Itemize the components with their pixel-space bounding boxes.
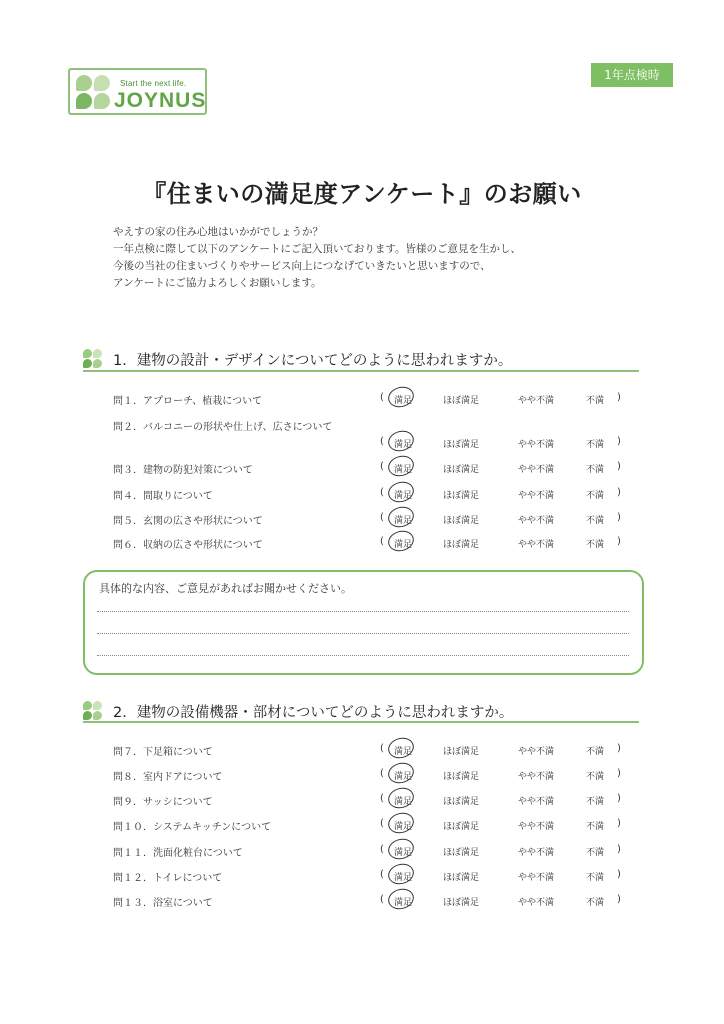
answer-circle-mark xyxy=(386,810,416,836)
question-label: 問８．室内ドアについて xyxy=(113,772,223,783)
answer-option[interactable]: 満足 xyxy=(394,540,413,550)
answer-option[interactable]: 満足 xyxy=(394,772,413,782)
answer-option[interactable]: ほぼ満足 xyxy=(443,772,480,782)
question-label: 問２．バルコニーの形状や仕上げ、広さについて xyxy=(113,422,333,433)
paren-open: ( xyxy=(380,487,384,498)
answer-option[interactable]: やや不満 xyxy=(518,822,555,832)
intro-line: 今後の当社の住まいづくりやサービス向上につなげていきたいと思いますので、 xyxy=(113,260,491,272)
answer-option[interactable]: 不満 xyxy=(586,873,605,883)
paren-open: ( xyxy=(380,743,384,754)
answer-option[interactable]: やや不満 xyxy=(518,747,555,757)
question-label: 問５．玄関の広さや形状について xyxy=(113,516,263,527)
section2-divider xyxy=(83,721,639,723)
paren-close: ) xyxy=(617,436,621,447)
answer-option[interactable]: ほぼ満足 xyxy=(443,822,480,832)
comment-line xyxy=(97,655,629,656)
intro-line: アンケートにご協力よろしくお願いします。 xyxy=(113,277,322,289)
paren-close: ) xyxy=(617,793,621,804)
answer-option[interactable]: 満足 xyxy=(394,440,413,450)
answer-circle-mark xyxy=(386,479,416,505)
answer-option[interactable]: 不満 xyxy=(586,540,605,550)
answer-option[interactable]: ほぼ満足 xyxy=(443,873,480,883)
answer-option[interactable]: 不満 xyxy=(586,747,605,757)
answer-option[interactable]: 満足 xyxy=(394,396,413,406)
answer-option[interactable]: 不満 xyxy=(586,516,605,526)
answer-option[interactable]: 不満 xyxy=(586,440,605,450)
answer-option[interactable]: やや不満 xyxy=(518,797,555,807)
paren-close: ) xyxy=(617,487,621,498)
inspection-badge: 1年点検時 xyxy=(591,63,673,87)
answer-option[interactable]: ほぼ満足 xyxy=(443,848,480,858)
paren-open: ( xyxy=(380,844,384,855)
answer-option[interactable]: 不満 xyxy=(586,772,605,782)
question-label: 問３．建物の防犯対策について xyxy=(113,465,253,476)
answer-circle-mark xyxy=(386,504,416,530)
section2-title: 2．建物の設備機器・部材についてどのように思われますか。 xyxy=(113,705,514,721)
question-label: 問１３．浴室について xyxy=(113,898,213,909)
answer-option[interactable]: 満足 xyxy=(394,873,413,883)
paren-open: ( xyxy=(380,793,384,804)
intro-line: やえすの家の住み心地はいかがでしょうか？ xyxy=(113,226,323,238)
answer-option[interactable]: ほぼ満足 xyxy=(443,465,480,475)
paren-open: ( xyxy=(380,461,384,472)
answer-option[interactable]: 不満 xyxy=(586,491,605,501)
answer-option[interactable]: やや不満 xyxy=(518,772,555,782)
answer-option[interactable]: 不満 xyxy=(586,848,605,858)
answer-option[interactable]: 満足 xyxy=(394,797,413,807)
answer-option[interactable]: やや不満 xyxy=(518,516,555,526)
answer-circle-mark xyxy=(386,760,416,786)
answer-circle-mark xyxy=(386,785,416,811)
question-label: 問１．アプローチ、植栽について xyxy=(113,396,263,407)
answer-option[interactable]: 満足 xyxy=(394,465,413,475)
intro-text xyxy=(113,224,521,292)
answer-circle-mark xyxy=(386,886,416,912)
answer-option[interactable]: ほぼ満足 xyxy=(443,747,480,757)
paren-open: ( xyxy=(380,512,384,523)
answer-circle-mark xyxy=(386,528,416,554)
answer-option[interactable]: 満足 xyxy=(394,848,413,858)
section1-title: 1．建物の設計・デザインについてどのように思われますか。 xyxy=(113,353,513,369)
paren-close: ) xyxy=(617,743,621,754)
paren-open: ( xyxy=(380,869,384,880)
answer-circle-mark xyxy=(386,453,416,479)
question-label: 問１２．トイレについて xyxy=(113,873,223,884)
answer-option[interactable]: 不満 xyxy=(586,465,605,475)
paren-close: ) xyxy=(617,461,621,472)
answer-circle-mark xyxy=(386,384,416,410)
company-logo xyxy=(68,68,207,115)
answer-option[interactable]: ほぼ満足 xyxy=(443,396,480,406)
answer-option[interactable]: やや不満 xyxy=(518,491,555,501)
question-label: 問１０．システムキッチンについて xyxy=(113,822,272,833)
intro-line: 一年点検に際して以下のアンケートにご記入頂いております。皆様のご意見を生かし、 xyxy=(113,243,522,255)
paren-close: ) xyxy=(617,768,621,779)
paren-close: ) xyxy=(617,869,621,880)
comment-prompt: 具体的な内容、ご意見があればお聞かせください。 xyxy=(99,582,352,595)
answer-option[interactable]: やや不満 xyxy=(518,540,555,550)
clover-bullet-icon xyxy=(83,349,103,369)
answer-option[interactable]: 満足 xyxy=(394,898,413,908)
logo-tagline: Start the next life. xyxy=(120,79,187,88)
clover-logo-icon xyxy=(76,75,112,111)
paren-open: ( xyxy=(380,392,384,403)
paren-open: ( xyxy=(380,436,384,447)
paren-open: ( xyxy=(380,894,384,905)
answer-circle-mark xyxy=(386,836,416,862)
question-label: 問６．収納の広さや形状について xyxy=(113,540,263,551)
paren-close: ) xyxy=(617,894,621,905)
answer-option[interactable]: 不満 xyxy=(586,898,605,908)
answer-option[interactable]: ほぼ満足 xyxy=(443,491,480,501)
answer-circle-mark xyxy=(386,735,416,761)
answer-option[interactable]: ほぼ満足 xyxy=(443,898,480,908)
page-title: 『住まいの満足度アンケート』のお願い xyxy=(142,180,582,208)
answer-option[interactable]: 不満 xyxy=(586,396,605,406)
paren-close: ) xyxy=(617,818,621,829)
paren-open: ( xyxy=(380,768,384,779)
answer-option[interactable]: 満足 xyxy=(394,491,413,501)
answer-option[interactable]: 満足 xyxy=(394,747,413,757)
answer-circle-mark xyxy=(386,861,416,887)
answer-option[interactable]: やや不満 xyxy=(518,440,555,450)
answer-option[interactable]: 満足 xyxy=(394,516,413,526)
paren-open: ( xyxy=(380,818,384,829)
question-label: 問９．サッシについて xyxy=(113,797,213,808)
answer-option[interactable]: ほぼ満足 xyxy=(443,440,480,450)
answer-option[interactable]: やや不満 xyxy=(518,848,555,858)
answer-option[interactable]: やや不満 xyxy=(518,465,555,475)
comment-line xyxy=(97,633,629,634)
comment-box[interactable] xyxy=(83,570,644,675)
paren-close: ) xyxy=(617,392,621,403)
answer-option[interactable]: 不満 xyxy=(586,822,605,832)
clover-bullet-icon xyxy=(83,701,103,721)
logo-wordmark: JOYNUS xyxy=(114,89,207,112)
answer-option[interactable]: ほぼ満足 xyxy=(443,516,480,526)
paren-open: ( xyxy=(380,536,384,547)
answer-circle-mark xyxy=(386,428,416,454)
question-label: 問７．下足箱について xyxy=(113,747,213,758)
answer-option[interactable]: やや不満 xyxy=(518,898,555,908)
comment-line xyxy=(97,611,629,612)
paren-close: ) xyxy=(617,512,621,523)
section1-divider xyxy=(83,370,639,372)
paren-close: ) xyxy=(617,536,621,547)
answer-option[interactable]: やや不満 xyxy=(518,873,555,883)
answer-option[interactable]: やや不満 xyxy=(518,396,555,406)
question-label: 問４．間取りについて xyxy=(113,491,213,502)
paren-close: ) xyxy=(617,844,621,855)
answer-option[interactable]: 満足 xyxy=(394,822,413,832)
question-label: 問１１．洗面化粧台について xyxy=(113,848,243,859)
answer-option[interactable]: 不満 xyxy=(586,797,605,807)
answer-option[interactable]: ほぼ満足 xyxy=(443,797,480,807)
answer-option[interactable]: ほぼ満足 xyxy=(443,540,480,550)
